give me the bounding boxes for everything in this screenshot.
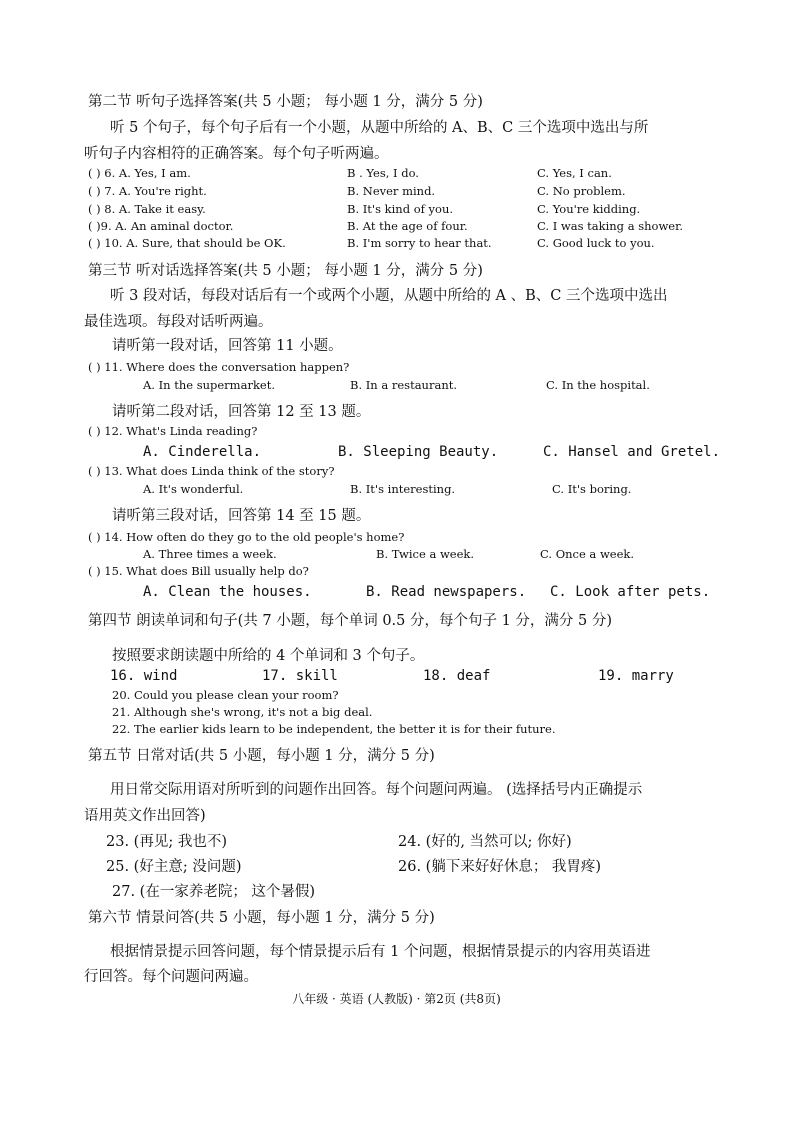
q12-stem: ( ) 12. What's Linda reading?: [88, 424, 258, 438]
section2-intro-line1: 听 5 个句子，每个句子后有一个小题，从题中所给的 A、B、C 三个选项中选出与所: [110, 120, 649, 136]
q14-option-c: C. Once a week.: [540, 547, 635, 561]
q26-hint: 26. (躺下来好好休息； 我胃疼): [398, 859, 602, 875]
q7-option-c: C. No problem.: [537, 184, 626, 198]
section3-intro-line1: 听 3 段对话，每段对话后有一个或两个小题，从题中所给的 A 、B、C 三个选项中选出: [110, 288, 668, 304]
sentence-22: 22. The earlier kids learn to be independent, the better it is for their future.: [112, 722, 556, 736]
q14-stem: ( ) 14. How often do they go to the old people's home?: [88, 530, 405, 544]
word-16: 16. wind: [110, 668, 178, 684]
q14-option-b: B. Twice a week.: [376, 547, 475, 561]
word-17: 17. skill: [262, 668, 338, 684]
q11-option-c: C. In the hospital.: [546, 378, 650, 392]
q7-stem: ( ) 7. A. You're right.: [88, 184, 207, 198]
q15-option-c: C. Look after pets.: [550, 584, 711, 600]
q11-stem: ( ) 11. Where does the conversation happen?: [88, 360, 350, 374]
q24-hint: 24. (好的, 当然可以; 你好): [398, 834, 572, 850]
section5-heading: 第五节 日常对话(共 5 小题，每小题 1 分，满分 5 分): [88, 748, 435, 764]
q6-option-c: C. Yes, I can.: [537, 166, 612, 180]
section5-intro-line1: 用日常交际用语对所听到的问题作出回答。每个问题问两遍。 (选择括号内正确提示: [110, 782, 643, 798]
section4-intro: 按照要求朗读题中所给的 4 个单词和 3 个句子。: [112, 648, 425, 664]
q13-option-a: A. It's wonderful.: [143, 482, 244, 496]
q9-option-c: C. I was taking a shower.: [537, 219, 683, 233]
q8-option-b: B. It's kind of you.: [347, 202, 454, 216]
q27-hint: 27. (在一家养老院； 这个暑假): [112, 884, 316, 900]
q10-option-b: B. I'm sorry to hear that.: [347, 236, 492, 250]
q9-option-b: B. At the age of four.: [347, 219, 468, 233]
q9-stem: ( )9. A. An aminal doctor.: [88, 219, 234, 233]
q12-option-c: C. Hansel and Gretel.: [543, 444, 721, 460]
section6-intro-line2: 行回答。每个问题问两遍。: [84, 969, 258, 985]
section5-intro-line2: 语用英文作出回答): [84, 808, 206, 824]
section3-intro-line2: 最佳选项。每段对话听两遍。: [84, 314, 273, 330]
page-footer: 八年级 · 英语 (人教版) · 第2页 (共8页): [292, 992, 501, 1006]
section2-heading: 第二节 听句子选择答案(共 5 小题； 每小题 1 分，满分 5 分): [88, 94, 483, 110]
q15-option-a: A. Clean the houses.: [143, 584, 312, 600]
q8-option-c: C. You're kidding.: [537, 202, 641, 216]
q6-stem: ( ) 6. A. Yes, I am.: [88, 166, 191, 180]
q11-option-b: B. In a restaurant.: [350, 378, 458, 392]
dialogue2-instruction: 请听第二段对话，回答第 12 至 13 题。: [112, 404, 371, 420]
sentence-20: 20. Could you please clean your room?: [112, 688, 339, 702]
section6-intro-line1: 根据情景提示回答问题，每个情景提示后有 1 个问题，根据情景提示的内容用英语进: [110, 944, 651, 960]
word-18: 18. deaf: [423, 668, 491, 684]
sentence-21: 21. Although she's wrong, it's not a big deal.: [112, 705, 373, 719]
q10-stem: ( ) 10. A. Sure, that should be OK.: [88, 236, 286, 250]
q25-hint: 25. (好主意; 没问题): [106, 859, 242, 875]
section2-intro-line2: 听句子内容相符的正确答案。每个句子听两遍。: [84, 146, 389, 162]
word-19: 19. marry: [598, 668, 674, 684]
q7-option-b: B. Never mind.: [347, 184, 436, 198]
q15-stem: ( ) 15. What does Bill usually help do?: [88, 564, 309, 578]
q13-option-b: B. It's interesting.: [350, 482, 456, 496]
q11-option-a: A. In the supermarket.: [143, 378, 275, 392]
section6-heading: 第六节 情景问答(共 5 小题，每小题 1 分，满分 5 分): [88, 910, 435, 926]
q14-option-a: A. Three times a week.: [143, 547, 277, 561]
q15-option-b: B. Read newspapers.: [366, 584, 527, 600]
q23-hint: 23. (再见; 我也不): [106, 834, 227, 850]
dialogue3-instruction: 请听第三段对话，回答第 14 至 15 题。: [112, 508, 371, 524]
q12-option-a: A. Cinderella.: [143, 444, 262, 460]
q10-option-c: C. Good luck to you.: [537, 236, 655, 250]
dialogue1-instruction: 请听第一段对话，回答第 11 小题。: [112, 338, 343, 354]
section3-heading: 第三节 听对话选择答案(共 5 小题； 每小题 1 分，满分 5 分): [88, 263, 483, 279]
q6-option-b: B . Yes, I do.: [347, 166, 419, 180]
section4-heading: 第四节 朗读单词和句子(共 7 小题，每个单词 0.5 分，每个句子 1 分，满分 5 分): [88, 613, 613, 629]
q12-option-b: B. Sleeping Beauty.: [338, 444, 499, 460]
q8-stem: ( ) 8. A. Take it easy.: [88, 202, 206, 216]
q13-option-c: C. It's boring.: [552, 482, 632, 496]
q13-stem: ( ) 13. What does Linda think of the story?: [88, 464, 335, 478]
